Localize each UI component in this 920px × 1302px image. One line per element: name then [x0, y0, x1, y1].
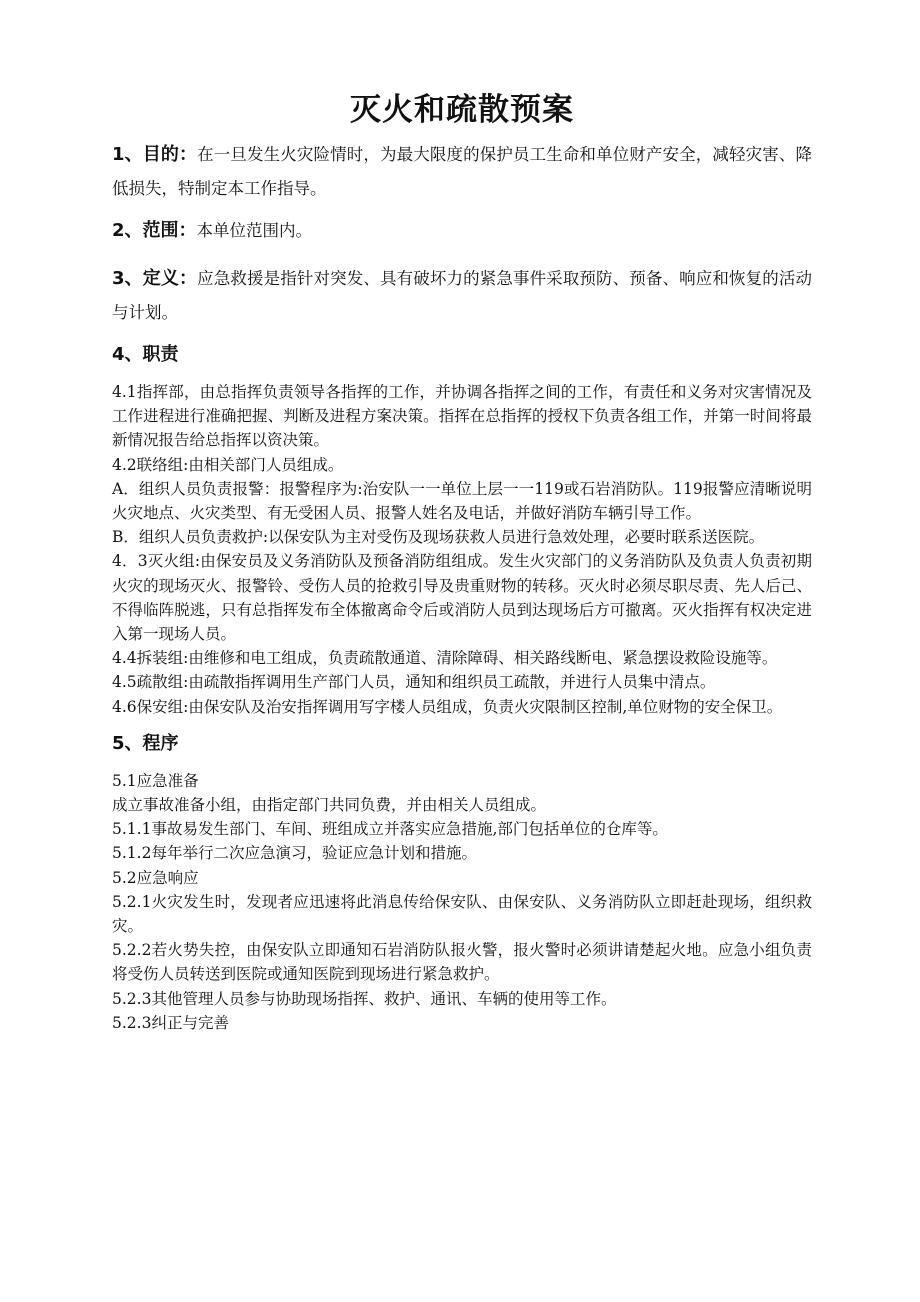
duty-paragraph: 4.4拆装组:由维修和电工组成，负责疏散通道、清除障碍、相关路线断电、紧急摆设救险设施等。 [112, 649, 778, 668]
procedure-paragraph: 5.1.2每年举行二次应急演习，验证应急计划和措施。 [112, 844, 477, 863]
section-definition-text: 应急救援是指针对突发、具有破坏力的紧急事件采取预防、预备、响应和恢复的活动与计划。 [112, 269, 813, 322]
procedure-paragraph: 5.1应急准备 [112, 771, 199, 790]
procedure-paragraph: 5.2.3纠正与完善 [112, 1013, 229, 1032]
section-purpose-heading: 1、目的： [112, 144, 198, 165]
procedure-paragraph: 5.2.2若火势失控，由保安队立即通知石岩消防队报火警，报火警时必须讲请楚起火地。应急小组负责将受伤人员转送到医院或通知医院到现场进行紧急救护。 [112, 941, 812, 984]
section-scope-text: 本单位范围内。 [196, 221, 313, 240]
duty-paragraph: A．组织人员负责报警：报警程序为:治安队一一单位上层一一119或石岩消防队。119报警应清晰说明火灾地点、火灾类型、有无受困人员、报警人姓名及电话，并做好消防车辆引导工作。 [112, 479, 812, 523]
section-duties-body [112, 380, 812, 719]
section-purpose-text: 在一旦发生火灾险情时，为最大限度的保护员工生命和单位财产安全，减轻灾害、降低损失，特制定本工作指导。 [112, 145, 813, 198]
procedure-paragraph: 5.2应急响应 [112, 868, 199, 887]
procedure-paragraph: 5.2.3其他管理人员参与协助现场指挥、救护、通讯、车辆的使用等工作。 [112, 989, 617, 1008]
procedure-paragraph: 5.2.1火灾发生时，发现者应迅速将此消息传给保安队、由保安队、义务消防队立即赶赴现场，组织救灾。 [112, 892, 812, 936]
procedure-paragraph: 成立事故准备小组，由指定部门共同负费，并由相关人员组成。 [112, 796, 547, 815]
section-purpose [112, 138, 812, 206]
section-definition-heading: 3、定义： [112, 268, 198, 289]
procedure-paragraph: 5.1.1事故易发生部门、车间、班组成立并落实应急措施,部门包括单位的仓库等。 [112, 820, 668, 839]
section-scope-heading: 2、范围： [112, 220, 197, 241]
duty-paragraph: 4.6保安组:由保安队及治安指挥调用写字楼人员组成，负责火灾限制区控制,单位财物的安全保卫。 [112, 697, 783, 716]
section-scope [112, 214, 812, 248]
section-procedure-heading: 5、程序 [112, 732, 179, 754]
duty-paragraph: 4.5疏散组:由疏散指挥调用生产部门人员，通知和组织员工疏散，并进行人员集中清点。 [112, 673, 716, 692]
section-procedure-body [112, 769, 812, 1035]
section-definition [112, 262, 812, 330]
section-duties-heading: 4、职责 [112, 344, 179, 365]
duty-paragraph: 4．3灭火组:由保安员及义务消防队及预备消防组组成。发生火灾部门的义务消防队及负责人负责初期火灾的现场灭火、报警铃、受伤人员的抢救引导及贵重财物的转移。灭火时必须尽职尽责、先人后己、不得临阵脱逃，只有总指挥发布全体撤离命令后或消防人员到达现场后方可撤离。灭火指挥有权决定进入第一现场人员。 [112, 552, 812, 644]
duty-paragraph: 4.2联络组:由相关部门人员组成。 [112, 455, 344, 474]
duty-paragraph: B．组织人员负责救护:以保安队为主对受伤及现场获救人员进行急效处理，必要时联系送医院。 [112, 528, 765, 547]
document-title: 灭火和疏散预案 [350, 92, 574, 128]
duty-paragraph: 4.1指挥部，由总指挥负责领导各指挥的工作，并协调各指挥之间的工作，有责任和义务对灾害情况及工作进程进行准确把握、判断及进程方案决策。指挥在总指挥的授权下负责各组工作，并第一时间将最新情况报告给总指挥以资决策。 [112, 383, 812, 450]
